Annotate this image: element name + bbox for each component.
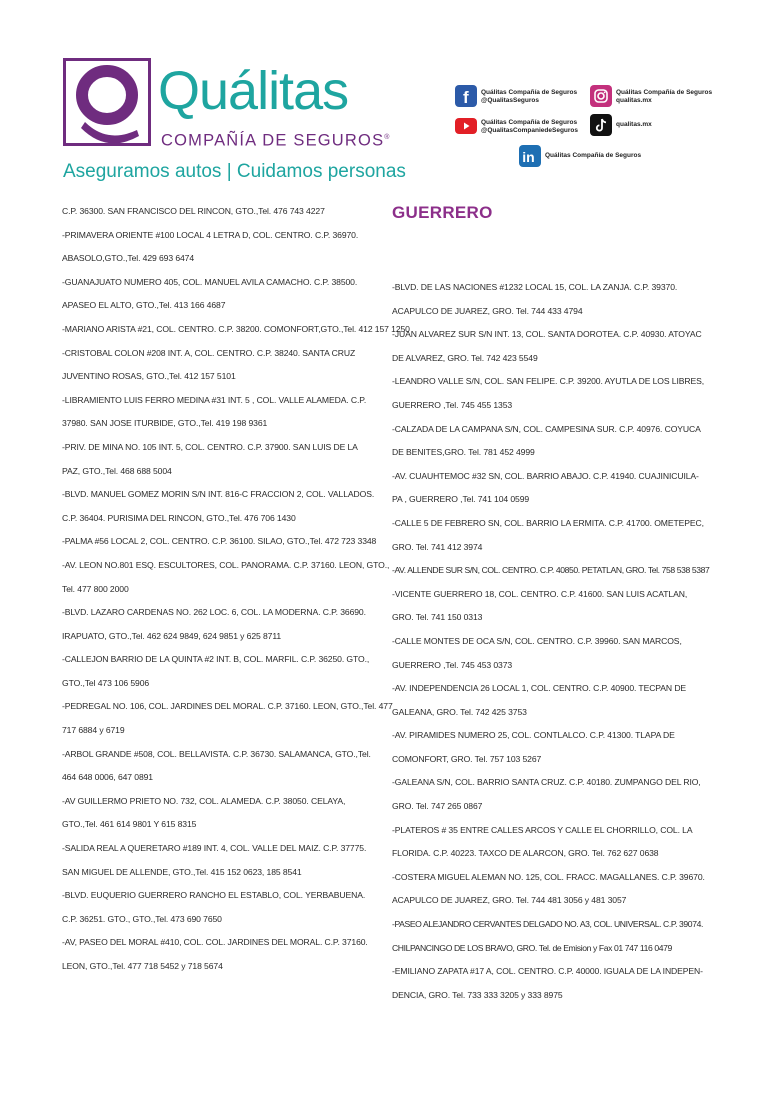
address-line: GALEANA, GRO. Tel. 742 425 3753 <box>392 706 527 717</box>
address-line: -AV GUILLERMO PRIETO NO. 732, COL. ALAMEDA. C.P. 38050. CELAYA, <box>62 795 346 806</box>
address-line: Tel. 477 800 2000 <box>62 583 129 594</box>
youtube-icon <box>455 118 477 134</box>
address-line: GRO. Tel. 741 150 0313 <box>392 612 483 623</box>
address-line: APASEO EL ALTO, GTO.,Tel. 413 166 4687 <box>62 300 226 311</box>
address-line: FLORIDA. C.P. 40223. TAXCO DE ALARCON, GRO. Tel. 762 627 0638 <box>392 848 659 859</box>
address-line: -COSTERA MIGUEL ALEMAN NO. 125, COL. FRACC. MAGALLANES. C.P. 39670. <box>392 871 705 882</box>
address-line: -PASEO ALEJANDRO CERVANTES DELGADO NO. A3, COL. UNIVERSAL. C.P. 39074. <box>392 919 703 930</box>
address-line: -GALEANA S/N, COL. BARRIO SANTA CRUZ. C.P. 40180. ZUMPANGO DEL RIO, <box>392 777 701 788</box>
address-line: -ARBOL GRANDE #508, COL. BELLAVISTA. C.P. 36730. SALAMANCA, GTO.,Tel. <box>62 748 371 759</box>
page-header: Quálitas COMPAÑÍA DE SEGUROS® Aseguramos autos | Cuidamos personas f Quálitas Compañía de Seguros @QualitasSeguros Quálitas Compañía de Seguros qualitas.mx Quálitas Compañía de Seguros @QualitasCompaniedeSeguros qualitas.mx in Quálitas Compañía de Seguros <box>0 0 769 200</box>
address-line: PA , GUERRERO ,Tel. 741 104 0599 <box>392 494 530 505</box>
brand-tagline: Aseguramos autos | Cuidamos personas <box>63 161 406 182</box>
address-line: -EMILIANO ZAPATA #17 A, COL. CENTRO. C.P. 40000. IGUALA DE LA INDEPEN- <box>392 966 703 977</box>
address-line: -BLVD. MANUEL GOMEZ MORIN S/N INT. 816-C FRACCION 2, COL. VALLADOS. <box>62 489 375 500</box>
address-line: DENCIA, GRO. Tel. 733 333 3205 y 333 8975 <box>392 989 563 1000</box>
brand-name: Quálitas <box>158 61 349 121</box>
address-line: -GUANAJUATO NUMERO 405, COL. MANUEL AVILA CAMACHO. C.P. 38500. <box>62 276 358 287</box>
address-line: -CRISTOBAL COLON #208 INT. A, COL. CENTRO. C.P. 38240. SANTA CRUZ <box>62 347 356 358</box>
state-heading-guerrero: GUERRERO <box>392 203 493 222</box>
address-line: C.P. 36300. SAN FRANCISCO DEL RINCON, GTO.,Tel. 476 743 4227 <box>62 206 325 216</box>
address-line: -PRIV. DE MINA NO. 105 INT. 5, COL. CENTRO. C.P. 37900. SAN LUIS DE LA <box>62 441 358 452</box>
address-line: GTO.,Tel. 461 614 9801 Y 615 8315 <box>62 819 197 830</box>
address-line: -AV. PIRAMIDES NUMERO 25, COL. CONTLALCO. C.P. 41300. TLAPA DE <box>392 730 675 741</box>
address-line: -AV. CUAUHTEMOC #32 SN, COL. BARRIO ABAJO. C.P. 41940. CUAJINICUILA- <box>392 470 699 481</box>
address-line: GTO.,Tel 473 106 5906 <box>62 677 150 688</box>
address-line: DE ALVAREZ, GRO. Tel. 742 423 5549 <box>392 352 538 363</box>
address-line: GRO. Tel. 741 412 3974 <box>392 541 483 552</box>
tiktok-icon <box>590 114 612 136</box>
address-line: GUERRERO ,Tel. 745 453 0373 <box>392 659 513 670</box>
address-line: C.P. 36251. GTO., GTO.,Tel. 473 690 7650 <box>62 913 222 924</box>
address-line: SAN MIGUEL DE ALLENDE, GTO.,Tel. 415 152 0623, 185 8541 <box>62 866 302 877</box>
brand-subtitle: COMPAÑÍA DE SEGUROS® <box>161 131 390 150</box>
address-line: -CALLE 5 DE FEBRERO SN, COL. BARRIO LA ERMITA. C.P. 41700. OMETEPEC, <box>392 517 704 528</box>
address-line: -BLVD. LAZARO CARDENAS NO. 262 LOC. 6, COL. LA MODERNA. C.P. 36690. <box>62 607 366 618</box>
address-line: ACAPULCO DE JUAREZ, GRO. Tel. 744 433 4794 <box>392 305 583 316</box>
address-line: -AV. LEON NO.801 ESQ. ESCULTORES, COL. PANORAMA. C.P. 37160. LEON, GTO., <box>62 559 390 570</box>
address-line: COMONFORT, GRO. Tel. 757 103 5267 <box>392 753 542 764</box>
address-line: -CALZADA DE LA CAMPANA S/N, COL. CAMPESINA SUR. C.P. 40976. COYUCA <box>392 423 701 434</box>
address-line: IRAPUATO, GTO.,Tel. 462 624 9849, 624 9851 y 625 8711 <box>62 630 282 641</box>
address-line: -JUAN ALVAREZ SUR S/N INT. 13, COL. SANTA DOROTEA. C.P. 40930. ATOYAC <box>392 329 702 340</box>
address-line: -AV. INDEPENDENCIA 26 LOCAL 1, COL. CENTRO. C.P. 40900. TECPAN DE <box>392 683 687 694</box>
address-line: -CALLE MONTES DE OCA S/N, COL. CENTRO. C.P. 39960. SAN MARCOS, <box>392 635 682 646</box>
address-line: LEON, GTO.,Tel. 477 718 5452 y 718 5674 <box>62 961 223 971</box>
address-line: -BLVD. EUQUERIO GUERRERO RANCHO EL ESTABLO, COL. YERBABUENA. <box>62 890 366 901</box>
address-line: ACAPULCO DE JUAREZ, GRO. Tel. 744 481 3056 y 481 3057 <box>392 895 627 906</box>
address-line: 464 648 0006, 647 0891 <box>62 772 153 783</box>
svg-text:f: f <box>463 88 469 107</box>
left-column-addresses <box>62 200 410 979</box>
address-line: -PLATEROS # 35 ENTRE CALLES ARCOS Y CALLE EL CHORRILLO, COL. LA <box>392 824 693 835</box>
address-line: DE BENITES,GRO. Tel. 781 452 4999 <box>392 447 535 458</box>
address-line: ABASOLO,GTO.,Tel. 429 693 6474 <box>62 253 195 264</box>
address-line: GRO. Tel. 747 265 0867 <box>392 801 483 812</box>
svg-text:in: in <box>522 149 535 165</box>
address-line: -PEDREGAL NO. 106, COL. JARDINES DEL MORAL. C.P. 37160. LEON, GTO.,Tel. 477 <box>62 701 393 712</box>
address-line: -LIBRAMIENTO LUIS FERRO MEDINA #31 INT. 5 , COL. VALLE ALAMEDA. C.P. <box>62 394 367 405</box>
address-line: GUERRERO ,Tel. 745 455 1353 <box>392 399 513 410</box>
address-line: 37980. SAN JOSE ITURBIDE, GTO.,Tel. 419 198 9361 <box>62 418 268 429</box>
address-line: -BLVD. DE LAS NACIONES #1232 LOCAL 15, COL. LA ZANJA. C.P. 39370. <box>392 282 678 292</box>
address-line: -PRIMAVERA ORIENTE #100 LOCAL 4 LETRA D, COL. CENTRO. C.P. 36970. <box>62 229 359 240</box>
address-line: -SALIDA REAL A QUERETARO #189 INT. 4, COL. VALLE DEL MAIZ. C.P. 37775. <box>62 843 367 854</box>
instagram-icon <box>590 85 612 107</box>
address-line: 717 6884 y 6719 <box>62 725 125 736</box>
address-line: -AV. ALLENDE SUR S/N, COL. CENTRO. C.P. 40850. PETATLAN, GRO. Tel. 758 538 5387 <box>392 565 710 576</box>
facebook-icon <box>455 85 477 107</box>
address-line: CHILPANCINGO DE LOS BRAVO, GRO. Tel. de Emision y Fax 01 747 116 0479 <box>392 942 672 953</box>
qualitas-logo-icon <box>63 58 151 146</box>
address-line: PAZ, GTO.,Tel. 468 688 5004 <box>62 465 172 476</box>
address-line: -AV, PASEO DEL MORAL #410, COL. COL. JARDINES DEL MORAL. C.P. 37160. <box>62 937 368 948</box>
address-line: JUVENTINO ROSAS, GTO.,Tel. 412 157 5101 <box>62 371 236 382</box>
address-line: -LEANDRO VALLE S/N, COL. SAN FELIPE. C.P. 39200. AYUTLA DE LOS LIBRES, <box>392 376 705 387</box>
right-column-addresses <box>392 276 722 1007</box>
address-line: -PALMA #56 LOCAL 2, COL. CENTRO. C.P. 36100. SILAO, GTO.,Tel. 472 723 3348 <box>62 536 377 547</box>
address-line: -CALLEJON BARRIO DE LA QUINTA #2 INT. B, COL. MARFIL. C.P. 36250. GTO., <box>62 654 370 665</box>
address-line: -MARIANO ARISTA #21, COL. CENTRO. C.P. 38200. COMONFORT,GTO.,Tel. 412 157 1250 <box>62 323 410 334</box>
linkedin-icon <box>519 145 541 167</box>
address-line: C.P. 36404. PURISIMA DEL RINCON, GTO.,Tel. 476 706 1430 <box>62 512 296 523</box>
address-line: -VICENTE GUERRERO 18, COL. CENTRO. C.P. 41600. SAN LUIS ACATLAN, <box>392 588 688 599</box>
